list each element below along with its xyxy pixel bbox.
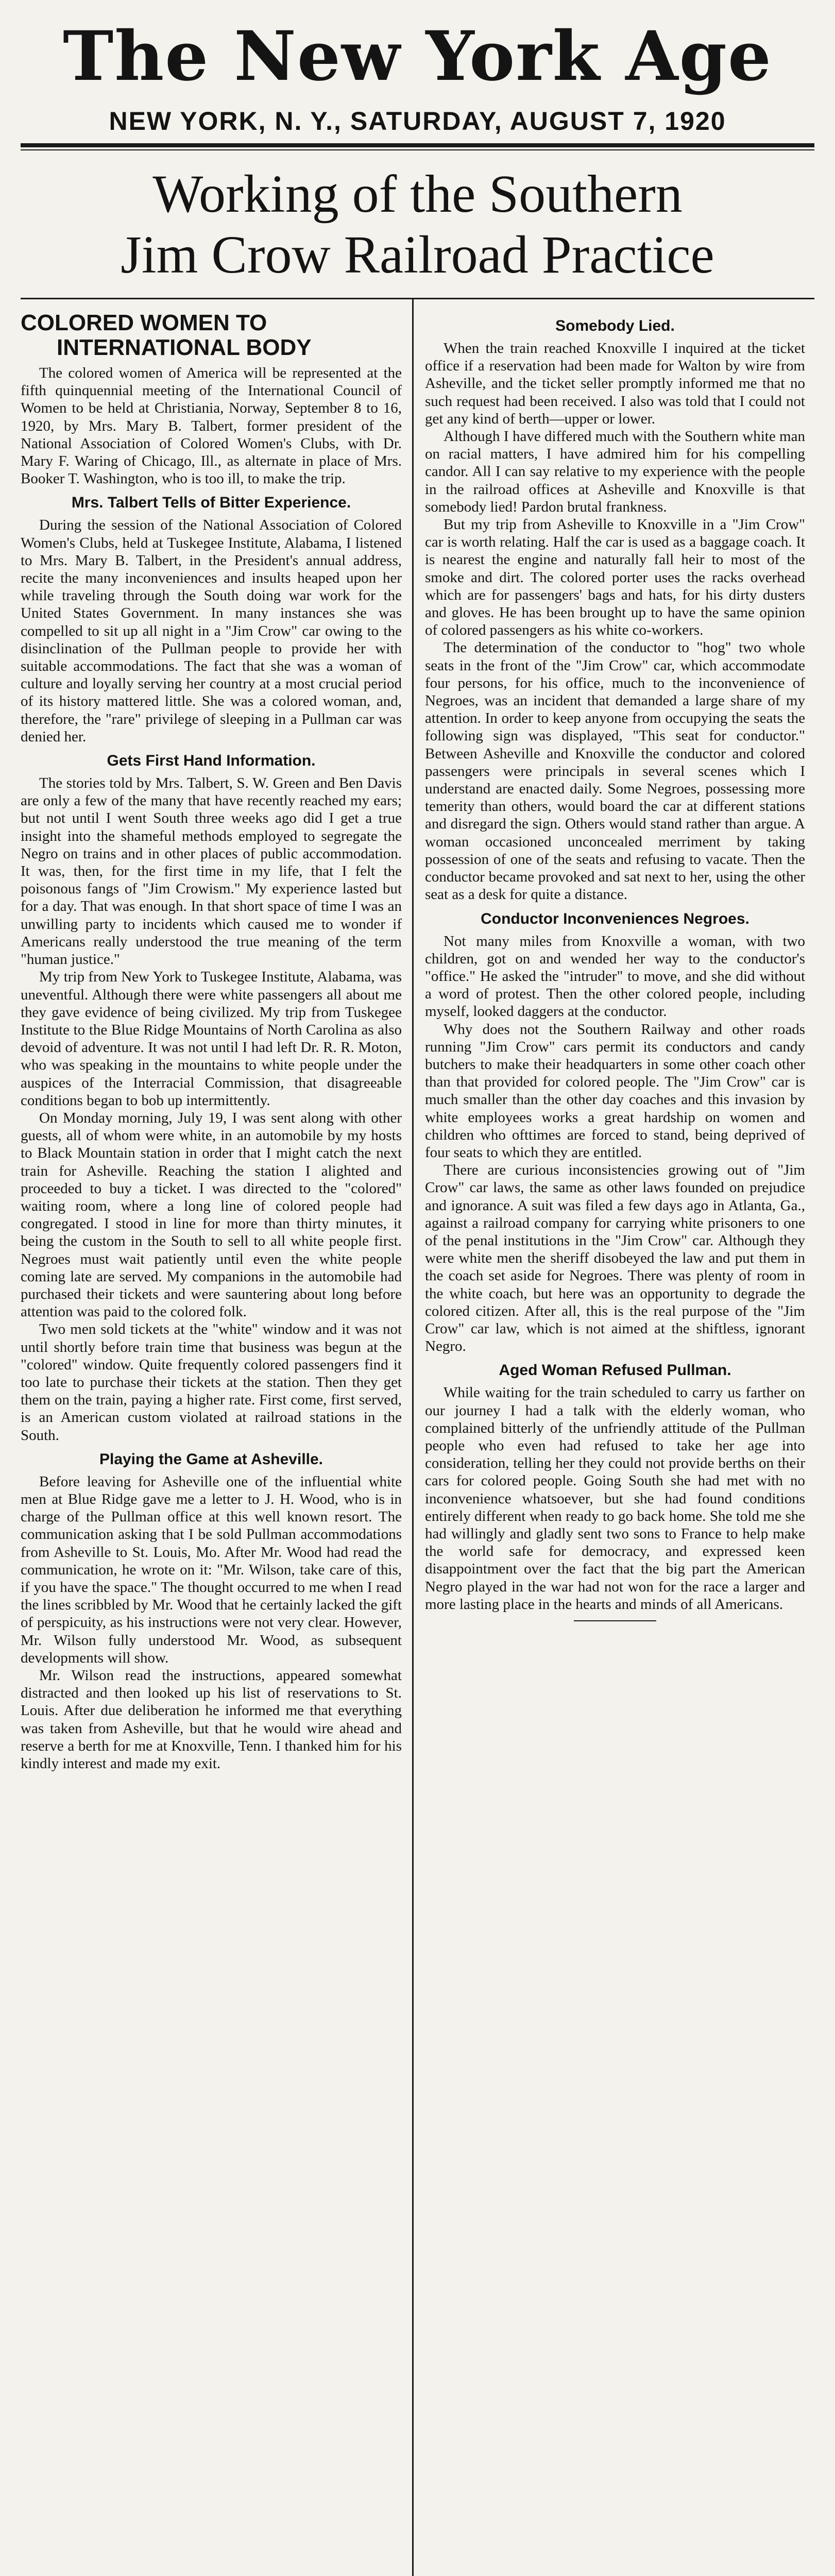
right-column bbox=[414, 299, 805, 2576]
paragraph: Why does not the Southern Railway and other roads running "Jim Crow" cars permit its conductors and candy butchers to make their headquarters in some other coach other than that provided for colored people. The "Jim Crow" car is much smaller than the other day coaches and this invasion by white employees works a great hardship on women and children who ofttimes are forced to stand, being deprived of four seats to which they are entitled. bbox=[425, 1021, 805, 1161]
lead-subheadline bbox=[21, 311, 402, 360]
dateline: NEW YORK, N. Y., SATURDAY, AUGUST 7, 1920 bbox=[109, 107, 726, 135]
paragraph: On Monday morning, July 19, I was sent along with other guests, all of whom were white, in an automobile by my hosts to Black Mountain station in order that I might catch the next train for Asheville. Reaching the station I alighted and proceeded to buy a ticket. I was directed to the "colored" waiting room, where a long line of colored people had congregated. I stood in line for more than thirty minutes, it being the custom in the South to sell to all white people first. Negroes must wait patiently until even the white people coming late are served. My companions in the automobile had purchased their tickets and were sauntering about long before attention was paid to the colored folk. bbox=[21, 1109, 402, 1320]
headline-line-2: Jim Crow Railroad Practice bbox=[121, 225, 714, 284]
paragraph: The determination of the conductor to "hog" two whole seats in the front of the "Jim Crow" car, which accommodate four persons, for his office, much to the inconvenience of Negroes, was an incident that demanded a large share of my attention. In order to keep anyone from occupying the seats the following sign was displayed, "This seat for conductor." Between Asheville and Knoxville the conductor and colored passengers were principals in several scenes which I understand are enacted daily. Some Negroes, possessing more temerity than others, would board the car at different stations and disregard the sign. Others would stand rather than argue. A woman occasioned unconcealed merriment by taking possession of one of the seats and refusing to vacate. Then the conductor became provoked and sat next to her, using the other seat as a desk for quite a distance. bbox=[425, 639, 805, 903]
lead-subheadline-line-2: INTERNATIONAL BODY bbox=[57, 335, 312, 360]
section-heading-talbert: Mrs. Talbert Tells of Bitter Experience. bbox=[71, 494, 351, 512]
paragraph: Although I have differed much with the Southern white man on racial matters, I have admired him for his compelling candor. All I can say relative to my experience with the people in the railroad offices at Asheville and Knoxville is that somebody lied! Pardon brutal frankness. bbox=[425, 428, 805, 515]
article-columns bbox=[21, 299, 814, 2576]
paragraph: Before leaving for Asheville one of the influential white men at Blue Ridge gave me a letter to J. H. Wood, who is in charge of the Pullman office at this well known resort. The communication asking that I be sold Pullman accommodations from Asheville to St. Louis, Mo. After Mr. Wood had read the communication, he wrote on it: "Mr. Wilson, take care of this, if you have the space." The thought occurred to me when I read the lines scribbled by Mr. Wood that he certainly lacked the gift of perspicuity, as his instructions were not very clear. However, Mr. Wilson fully understood Mr. Wood, as subsequent developments will show. bbox=[21, 1473, 402, 1666]
paragraph: While waiting for the train scheduled to carry us farther on our journey I had a talk with the elderly woman, who complained bitterly of the unfriendly attitude of the Pullman people who even had refused to take her age into consideration, telling her they could not provide berths on their cars for colored people. Going South she had met with no inconvenience whatsoever, but she had found conditions entirely different when ready to go back home. She told me she had willingly and gladly sent two sons to France to help make the world safe for democracy, and expressed keen disappointment over the fact that the big part the American Negro played in the war had not won for the race a larger and more lasting place in the hearts and minds of all Americans. bbox=[425, 1384, 805, 1613]
headline-line-1: Working of the Southern bbox=[152, 164, 683, 224]
section-heading-aged-woman: Aged Woman Refused Pullman. bbox=[499, 1362, 731, 1379]
paragraph: Not many miles from Knoxville a woman, with two children, got on and wended her way to the conductor's "office." He asked the "intruder" to move, and she did without a word of protest. Then the other colored people, including myself, looked daggers at the conductor. bbox=[425, 933, 805, 1020]
paragraph: There are curious inconsistencies growing out of "Jim Crow" car laws, the same as other laws founded on prejudice and ignorance. A suit was filed a few days ago in Atlanta, Ga., against a railroad company for carrying white prisoners to one of the penal institutions in the "Jim Crow" car. Although they were white men the sheriff disobeyed the law and put them in the coach set aside for Negroes. There was plenty of room in the white coach, but here was an opportunity to degrade the colored citizen. After all, this is the real purpose of the "Jim Crow" car law, which is not aimed at the shiftless, ignorant Negro. bbox=[425, 1162, 805, 1355]
newspaper-title: The New York Age bbox=[63, 16, 772, 96]
masthead-rule bbox=[21, 143, 814, 147]
paragraph: When the train reached Knoxville I inquired at the ticket office if a reservation had been made for Walton by wire from Asheville, and the ticket seller promptly informed me that no such request had been received. I also was told that I could not get any kind of berth—upper or lower. bbox=[425, 340, 805, 427]
paragraph: Two men sold tickets at the "white" window and it was not until shortly before train time that business was begun at the "colored" window. Quite frequently colored passengers find it too late to purchase their tickets at the station. Then they get them on the train, paying a higher rate. First come, first served, is an American custom violated at railroad stations in the South. bbox=[21, 1321, 402, 1444]
paragraph: My trip from New York to Tuskegee Institute, Alabama, was uneventful. Although there were white passengers all about me they gave evidence of being civilized. My trip from Tuskegee Institute to the Blue Ridge Mountains of North Carolina as also devoid of adventure. It was not until I had left Dr. R. R. Moton, who was speaking in the mountains to white people under the auspices of the Interracial Commission, that disagreeable conditions began to bob up intermittently. bbox=[21, 969, 402, 1109]
lead-paragraph: The colored women of America will be represented at the fifth quinquennial meeting of the International Council of Women to be held at Christiania, Norway, September 8 to 16, 1920, by Mrs. Mary B. Talbert, former president of the National Association of Colored Women's Clubs, with Dr. Mary F. Waring of Chicago, Ill., as alternate in place of Mrs. Booker T. Washington, who is too ill, to make the trip. bbox=[21, 365, 402, 487]
section-heading-first-hand: Gets First Hand Information. bbox=[107, 752, 316, 770]
article-headline bbox=[21, 164, 814, 285]
left-column bbox=[21, 299, 412, 2576]
masthead bbox=[21, 15, 814, 103]
section-heading-somebody-lied: Somebody Lied. bbox=[555, 317, 675, 334]
masthead-rule-thin bbox=[21, 149, 814, 150]
paragraph: But my trip from Asheville to Knoxville in a "Jim Crow" car is worth relating. Half the car is used as a baggage coach. It is nearest the engine and naturally fall heir to most of the smoke and dirt. The colored porter uses the racks overhead which are for passengers' bags and hats, for his dirty dusters and gloves. He has been brought up to have the same opinion of colored passengers as his white co-workers. bbox=[425, 516, 805, 639]
section-heading-asheville: Playing the Game at Asheville. bbox=[99, 1450, 323, 1468]
paragraph: During the session of the National Association of Colored Women's Clubs, held at Tuskegee Institute, Alabama, I listened to Mrs. Mary B. Talbert, in the President's annual address, recite the many inconveniences and insults heaped upon her while traveling through the South doing war work for the United States Government. In many instances she was compelled to sit up all night in a "Jim Crow" car owing to the disinclination of the Pullman people to provide her with suitable accommodations. The fact that she was a woman of culture and loyally serving her country at a most crucial period of its history mattered little. She was a colored woman, and, therefore, the "rare" privilege of sleeping in a Pullman car was denied her. bbox=[21, 517, 402, 745]
paragraph: Mr. Wilson read the instructions, appeared somewhat distracted and then looked up his list of reservations to St. Louis. After due deliberation he informed me that everything was taken from Asheville, but that he would wire ahead and reserve a berth for me at Knoxville, Tenn. I thanked him for his kindly interest and made my exit. bbox=[21, 1667, 402, 1772]
lead-subheadline-line-1: COLORED WOMEN TO bbox=[21, 310, 267, 335]
paragraph: The stories told by Mrs. Talbert, S. W. Green and Ben Davis are only a few of the many that have recently reached my ears; but not until I went South three weeks ago did I get a true insight into the shameful methods employed to segregate the Negro on trains and in other places of public accommodation. It was, then, for the first time in my life, that I felt the poisonous fangs of "Jim Crowism." My experience lasted but for a day. That was enough. In that short space of time I was an unwilling party to incidents which caused me to wonder if Americans really understood the true meaning of the term "human justice." bbox=[21, 775, 402, 968]
section-heading-conductor: Conductor Inconveniences Negroes. bbox=[481, 910, 749, 927]
end-rule bbox=[574, 1620, 656, 1621]
